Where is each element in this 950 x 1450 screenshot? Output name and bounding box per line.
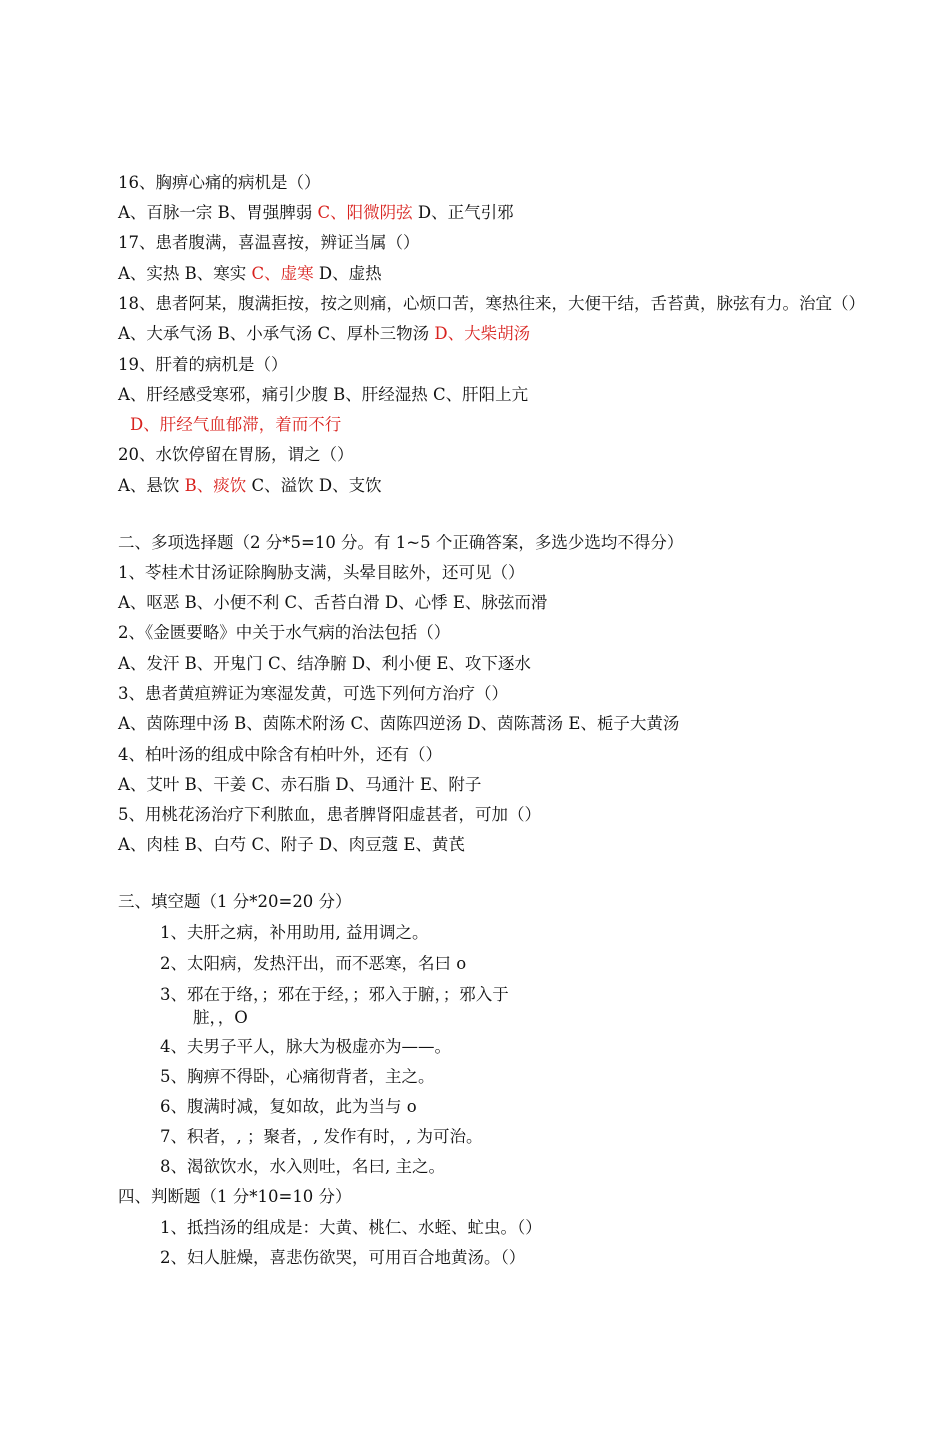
fill-item-3-cont: 脏，，O — [193, 1008, 248, 1027]
fill-item-4: 4、夫男子平人，脉大为极虚亦为——。 — [160, 1037, 451, 1056]
answer-16: C、阳微阴弦 — [317, 203, 413, 222]
fill-item-7: 7、积者，, ；聚者，, 发作有时，, 为可治。 — [160, 1127, 483, 1146]
options-16-after: D、正气引邪 — [412, 203, 514, 222]
options-16-before: A、百脉一宗 B、胃强脾弱 — [118, 203, 318, 222]
options-18 — [118, 323, 530, 345]
options-20-after: C、溢饮 D、支饮 — [246, 476, 382, 495]
multi-question-1: 1、苓桂术甘汤证除胸胁支满，头晕目眩外，还可见（） — [118, 563, 525, 582]
options-17 — [118, 263, 382, 285]
fill-item-1: 1、夫肝之病，补用助用, 益用调之。 — [160, 923, 429, 942]
multi-options-5: A、肉桂 B、白芍 C、附子 D、肉豆蔻 E、黄芪 — [118, 835, 465, 854]
options-18-before: A、大承气汤 B、小承气汤 C、厚朴三物汤 — [118, 324, 435, 343]
answer-20: B、痰饮 — [184, 476, 247, 495]
options-19: A、肝经感受寒邪，痛引少腹 B、肝经湿热 C、肝阳上亢 — [118, 385, 529, 404]
multi-options-4: A、艾叶 B、干姜 C、赤石脂 D、马通汁 E、附子 — [118, 775, 482, 794]
multi-options-3: A、茵陈理中汤 B、茵陈术附汤 C、茵陈四逆汤 D、茵陈蒿汤 E、栀子大黄汤 — [118, 714, 680, 733]
multi-question-2: 2、《金匮要略》中关于水气病的治法包括（） — [118, 623, 451, 642]
multi-question-4: 4、柏叶汤的组成中除含有柏叶外，还有（） — [118, 745, 442, 764]
answer-19: D、肝经气血郁滞，着而不行 — [130, 415, 342, 434]
options-17-before: A、实热 B、寒实 — [118, 264, 252, 283]
question-19: 19、肝着的病机是（） — [118, 355, 288, 374]
options-16 — [118, 202, 514, 224]
section-3-title: 三、填空题（1 分*20=20 分） — [118, 892, 352, 911]
judge-item-1: 1、抵挡汤的组成是：大黄、桃仁、水蛭、虻虫。（） — [160, 1218, 542, 1237]
options-20 — [118, 475, 382, 497]
fill-item-5: 5、胸痹不得卧，心痛彻背者，主之。 — [160, 1067, 435, 1086]
fill-item-8: 8、渴欲饮水，水入则吐，名曰, 主之。 — [160, 1157, 445, 1176]
fill-item-2: 2、太阳病，发热汗出，而不恶寒，名曰 o — [160, 954, 467, 973]
question-17: 17、患者腹满，喜温喜按，辨证当属（） — [118, 233, 420, 252]
fill-item-3: 3、邪在于络，；邪在于经，；邪入于腑，；邪入于 — [160, 985, 509, 1004]
fill-item-6: 6、腹满时减，复如故，此为当与 o — [160, 1097, 417, 1116]
section-4-title: 四、判断题（1 分*10=10 分） — [118, 1187, 352, 1206]
options-17-after: D、虚热 — [313, 264, 382, 283]
question-18: 18、患者阿某，腹满拒按，按之则痛，心烦口苦，寒热往来，大便干结，舌苔黄，脉弦有力。治宜（） — [118, 294, 865, 313]
multi-question-3: 3、患者黄疸辨证为寒湿发黄，可选下列何方治疗（） — [118, 684, 508, 703]
section-2-title: 二、多项选择题（2 分*5=10 分。有 1~5 个正确答案，多选少选均不得分） — [118, 533, 684, 552]
question-16: 16、胸痹心痛的病机是（） — [118, 173, 321, 192]
judge-item-2: 2、妇人脏燥，喜悲伤欲哭，可用百合地黄汤。（） — [160, 1248, 526, 1267]
multi-options-1: A、呕恶 B、小便不利 C、舌苔白滑 D、心悸 E、脉弦而滑 — [118, 593, 548, 612]
question-20: 20、水饮停留在胃肠，谓之（） — [118, 445, 354, 464]
multi-options-2: A、发汗 B、开鬼门 C、结净腑 D、利小便 E、攻下逐水 — [118, 654, 531, 673]
options-20-before: A、悬饮 — [118, 476, 185, 495]
multi-question-5: 5、用桃花汤治疗下利脓血，患者脾肾阳虚甚者，可加（） — [118, 805, 541, 824]
answer-18: D、大柴胡汤 — [434, 324, 531, 343]
answer-17: C、虚寒 — [251, 264, 314, 283]
